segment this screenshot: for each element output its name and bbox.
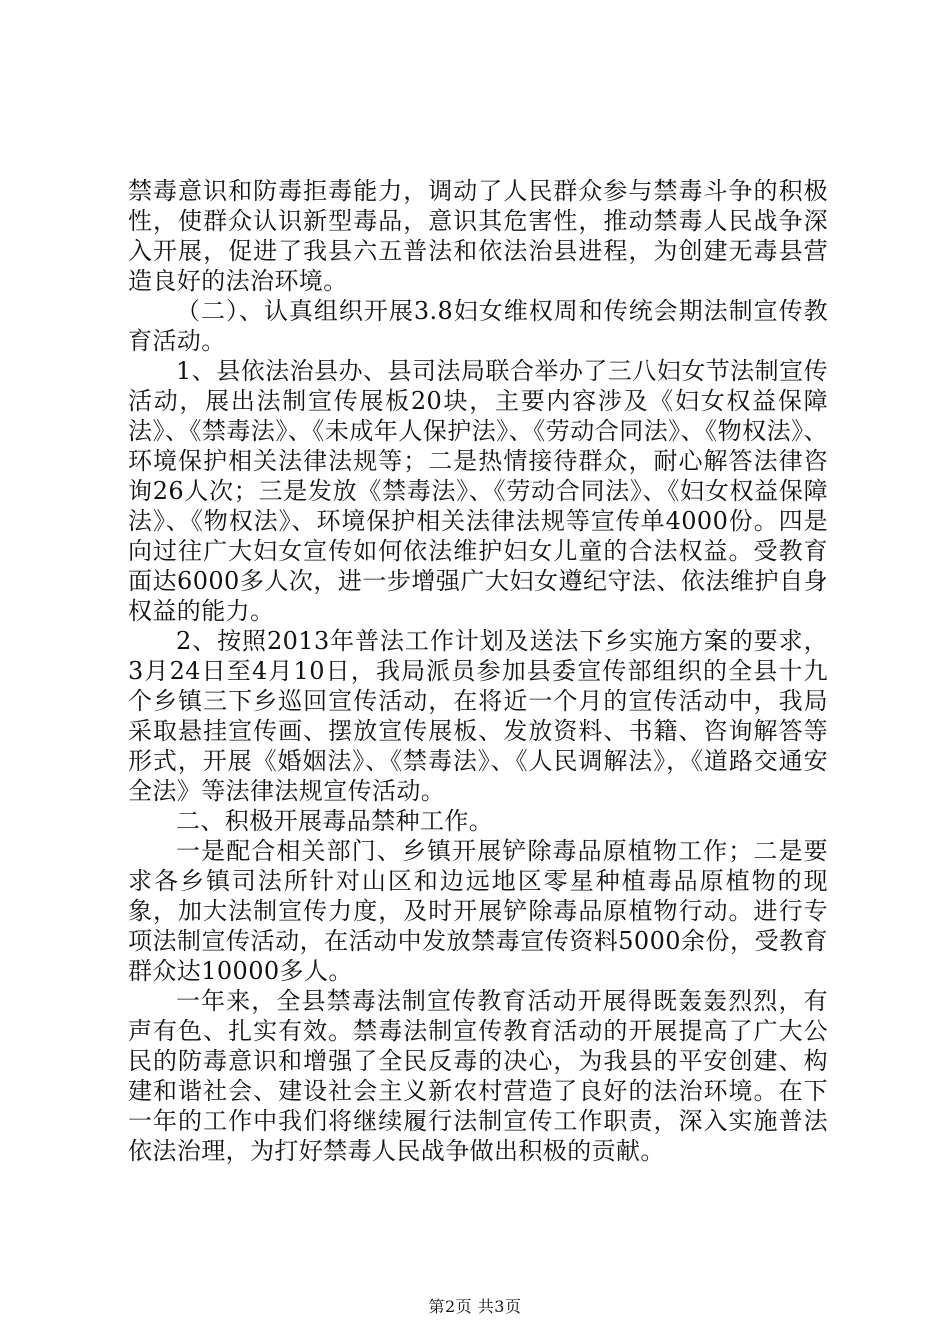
paragraph-item-1: 1、县依法治县办、县司法局联合举办了三八妇女节法制宣传活动，展出法制宣传展板20块，主要内容涉及《妇女权益保障法》、《禁毒法》、《未成年人保护法》、《劳动合同法》、《物权法》、环境保护相关法律法规等；二是热情接待群众，耐心解答法律咨询26人次；三是发放《禁毒法》、《劳动合同法》、《妇女权益保障法》、《物权法》、环境保护相关法律法规等宣传单4000份。四是向过往广大妇女宣传如何依法维护妇女儿童的合法权益。受教育面达6000多人次，进一步增强广大妇女遵纪守法、依法维护自身权益的能力。 [128, 357, 828, 625]
paragraph-section-heading-2: （二）、认真组织开展3.8妇女维权周和传统会期法制宣传教育活动。 [128, 297, 828, 355]
paragraph-drug-crop-work: 一是配合相关部门、乡镇开展铲除毒品原植物工作；二是要求各乡镇司法所针对山区和边远地区零星种植毒品原植物的现象，加大法制宣传力度，及时开展铲除毒品原植物行动。进行专项法制宣传活动，在活动中发放禁毒宣传资料5000余份，受教育群众达10000多人。 [128, 837, 828, 985]
paragraph-continuation: 禁毒意识和防毒拒毒能力，调动了人民群众参与禁毒斗争的积极性，使群众认识新型毒品，意识其危害性，推动禁毒人民战争深入开展，促进了我县六五普法和依法治县进程，为创建无毒县营造良好的法治环境。 [128, 177, 828, 295]
paragraph-item-2: 2、按照2013年普法工作计划及送法下乡实施方案的要求，3月24日至4月10日，我局派员参加县委宣传部组织的全县十九个乡镇三下乡巡回宣传活动，在将近一个月的宣传活动中，我局采取悬挂宣传画、摆放宣传展板、发放资料、书籍、咨询解答等形式，开展《婚姻法》、《禁毒法》、《人民调解法》，《道路交通安全法》等法律法规宣传活动。 [128, 627, 828, 805]
paragraph-summary: 一年来，全县禁毒法制宣传教育活动开展得既轰轰烈烈，有声有色、扎实有效。禁毒法制宣传教育活动的开展提高了广大公民的防毒意识和增强了全民反毒的决心，为我县的平安创建、构建和谐社会、建设社会主义新农村营造了良好的法治环境。在下一年的工作中我们将继续履行法制宣传工作职责，深入实施普法依法治理，为打好禁毒人民战争做出积极的贡献。 [128, 987, 828, 1165]
paragraph-section-heading: 二、积极开展毒品禁种工作。 [176, 807, 494, 835]
document-body [128, 176, 828, 1166]
page-number: 第2页 共3页 [428, 1297, 522, 1316]
